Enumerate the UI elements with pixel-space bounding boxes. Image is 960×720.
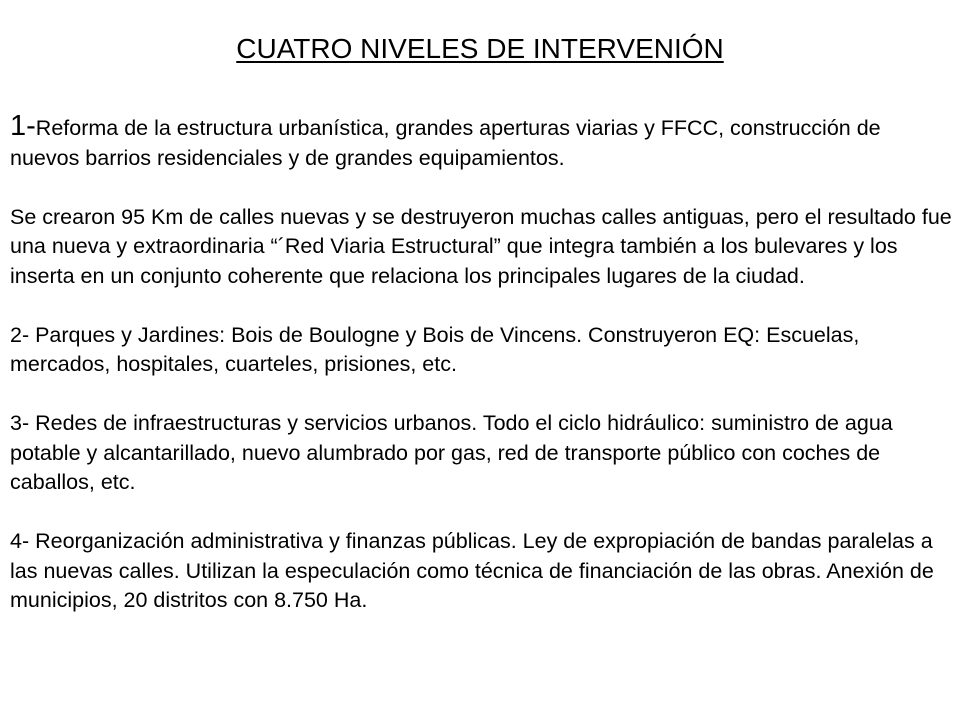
paragraph-level-1-text: Reforma de la estructura urbanística, grandes aperturas viarias y FFCC, construcción de nuevos barrios residenciales y de grandes equipamientos. (10, 116, 881, 170)
paragraph-level-4: 4- Reorganización administrativa y finanzas públicas. Ley de expropiación de bandas paralelas a las nuevas calles. Utilizan la especulación como técnica de financiación de las obras. Anexión de municipios, 20 distritos con 8.750 Ha. (10, 529, 934, 612)
paragraph-level-1 (10, 112, 955, 173)
paragraph-red-viaria: Se crearon 95 Km de calles nuevas y se destruyeron muchas calles antiguas, pero el resultado fue una nueva y extraordinaria “´Red Viaria Estructural” que integra también a los bulevares y los inserta en un conjunto coherente que relaciona los principales lugares de la ciudad. (10, 204, 952, 288)
paragraph-level-1-number: 1- (10, 110, 36, 142)
slide-title: CUATRO NIVELES DE INTERVENIÓN (236, 33, 724, 64)
paragraph-level-2: 2- Parques y Jardines: Bois de Boulogne y Bois de Vincens. Construyeron EQ: Escuelas, mercados, hospitales, cuarteles, prisiones, etc. (10, 322, 860, 376)
paragraph-level-3: 3- Redes de infraestructuras y servicios urbanos. Todo el ciclo hidráulico: suministro de agua potable y alcantarillado, nuevo alumbrado por gas, red de transporte público con coches de caballos, etc. (10, 411, 893, 494)
slide-body (10, 112, 955, 616)
